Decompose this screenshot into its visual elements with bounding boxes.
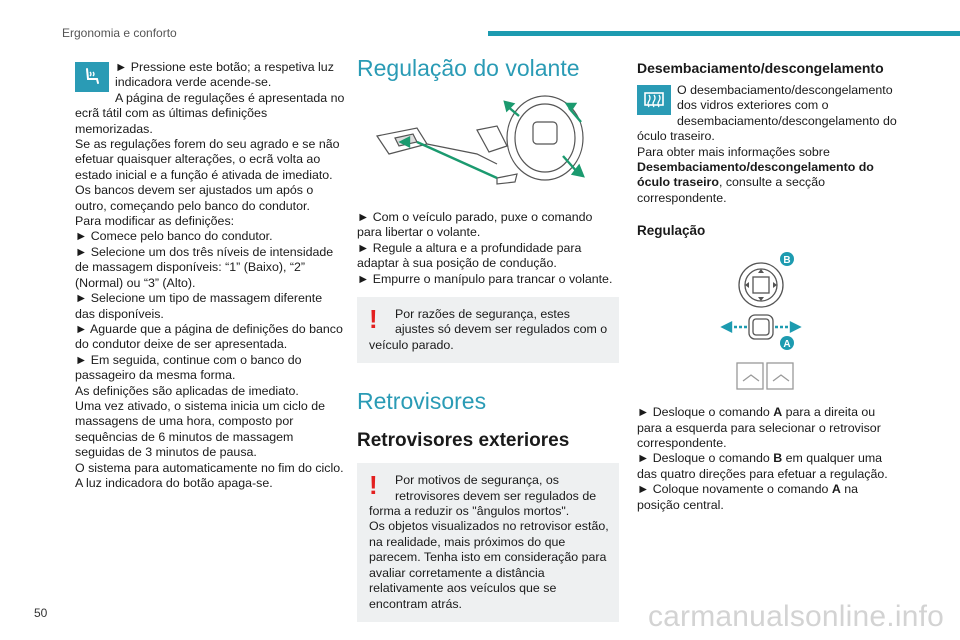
massage-line: Para modificar as definições: [75,214,235,229]
regulation-title: Regulação [637,223,706,239]
mirrors-warning-text: Por motivos de segurança, os retrovisores devem ser regulados de forma a reduzir os "ângulos mortos". [369,473,597,519]
steering-warning-text: Por razões de segurança, estes ajustes só devem ser regulados com o veículo parado. [369,307,608,352]
mirrors-title: Retrovisores [357,388,487,415]
seat-massage-icon [75,62,109,92]
page-number: 50 [34,606,48,620]
massage-line: A página de regulações é apresentada no ecrã tátil com as últimas definições memorizadas. [75,90,345,136]
regulation-step-3: ► Coloque novamente o comando A na posição central. [637,482,858,512]
exterior-mirrors-subtitle: Retrovisores exteriores [357,430,570,452]
massage-line: O sistema para automaticamente no fim do ciclo. [75,460,344,475]
header-accent-bar [488,31,960,36]
defrost-text: O desembaciamento/descongelamento dos vidros exteriores com o desembaciamento/descongelamento do óculo traseiro. [637,83,897,144]
massage-line: Uma vez ativado, o sistema inicia um ciclo de massagens de uma hora, composto por sequências de 6 minutos de massagem seguidas de 3 minutos de pausa. [75,398,325,460]
column-massage [75,60,345,491]
steering-step: ► Regule a altura e a profundidade para adaptar à sua posição de condução. [357,240,582,271]
column-steering-mirrors [357,54,619,622]
massage-line: ► Em seguida, continue com o banco do passageiro da mesma forma. [75,352,302,383]
massage-line: A luz indicadora do botão apaga-se. [75,475,273,490]
steering-step: ► Empurre o manípulo para trancar o volante. [357,271,613,286]
steering-warning-callout [357,297,619,363]
massage-line: ► Comece pelo banco do condutor. [75,229,273,244]
label-b: B [783,255,791,267]
defrost-title: Desembaciamento/descongelamento [637,60,884,76]
massage-line: ► Selecione um dos três níveis de intensidade de massagem disponíveis: “1” (Baixo), “2” (Normal) ou “3” (Alto). [75,244,334,290]
massage-line: Se as regulações forem do seu agrado e se não efetuar quaisquer alterações, o ecrã volta ao estado inicial e a função é ativada de imediato. [75,137,340,182]
steering-title: Regulação do volante [357,55,580,81]
mirror-control-illustration [637,251,897,401]
label-a: A [783,339,791,351]
massage-line: As definições são aplicadas de imediato. [75,383,299,398]
warning-icon: ! [369,470,378,501]
warning-icon: ! [369,304,378,335]
rear-defrost-icon [637,85,671,115]
mirrors-warning-callout [357,463,619,622]
regulation-step-1: ► Desloque o comando A para a direita ou para a esquerda para selecionar o retrovisor correspondente. [637,405,881,451]
massage-line: ► Aguarde que a página de definições do banco do condutor deixe de ser apresentada. [75,321,343,352]
regulation-step-2: ► Desloque o comando B em qualquer uma das quatro direções para efetuar a regulação. [637,451,888,481]
column-defrost-regulation [637,60,897,513]
mirrors-warning-text: Os objetos visualizados no retrovisor estão, na realidade, mais próximos do que parecem. Tenha isto em consideração para avaliar corretamente a distância relativamente aos veículos que se encontram atrás. [369,519,609,611]
massage-line: Os bancos devem ser ajustados um após o outro, começando pelo banco do condutor. [75,183,314,213]
defrost-info: Para obter mais informações sobre Desembaciamento/descongelamento do óculo traseiro, consulte a secção correspondente. [637,144,874,205]
massage-line: ► Pressione este botão; a respetiva luz indicadora verde acende-se. [115,60,334,90]
watermark-url: carmanualsonline.info [647,600,944,633]
massage-line: ► Selecione um tipo de massagem diferente das disponíveis. [75,291,323,321]
steering-step: ► Com o veículo parado, puxe o comando para libertar o volante. [357,210,593,240]
steering-wheel-illustration [357,94,619,198]
running-header: Ergonomia e conforto [62,26,177,40]
